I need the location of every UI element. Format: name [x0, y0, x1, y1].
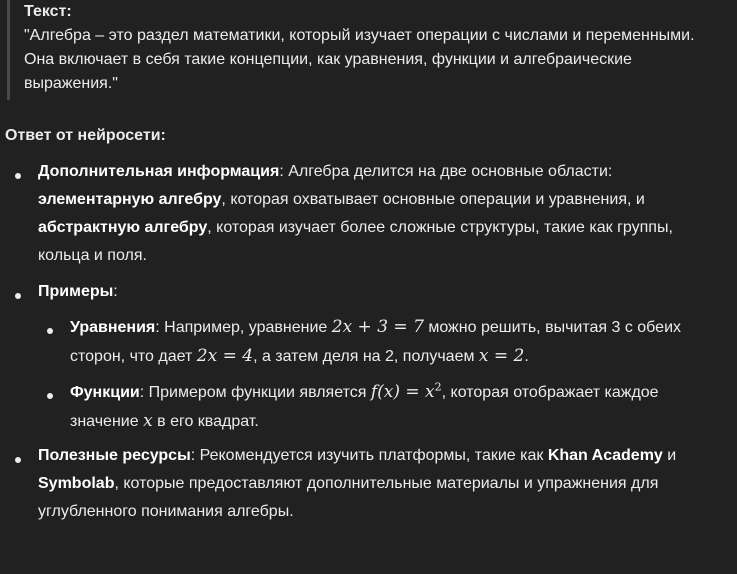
bullet-icon: [47, 393, 53, 399]
bold-term: Symbolab: [38, 475, 115, 492]
quote-title: Текст:: [24, 3, 72, 20]
bold-term: Khan Academy: [547, 447, 663, 464]
list-item-text: Полезные ресурсы: Рекомендуется изучить платформы, такие как Khan Academy и Symbolab, которые предоставляют дополнительные материалы и упражнения для углубленного понимания алгебры.: [38, 447, 677, 520]
math-formula: 2x = 4: [196, 346, 254, 366]
blockquote-bar: [7, 0, 10, 100]
item-label: Примеры: [38, 283, 114, 300]
answer-heading: Ответ от нейросети:: [5, 127, 166, 144]
list-item-text: Функции: Примером функции является $f(x) = x^2$, которая отображает каждое значение x в его квадрат.: [70, 380, 659, 431]
list-item-text: Уравнения: Например, уравнение 2x + 3 = 7 можно решить, вычитая 3 с обеих сторон, что дает 2x = 4, а затем деля на 2, получаем x = 2.: [70, 317, 681, 366]
bullet-icon: [15, 173, 21, 179]
item-label: Функции: [70, 384, 140, 401]
bold-term: абстрактную алгебру: [38, 219, 208, 236]
math-formula: 2x + 3 = 7: [331, 317, 424, 337]
bullet-icon: [15, 457, 21, 463]
list-item-text: Примеры:: [38, 283, 118, 300]
math-formula: $f(x) = x^2$: [370, 380, 442, 402]
quote-text: "Алгебра – это раздел математики, который изучает операции с числами и переменными. Она включает в себя такие концепции, как уравнения, функции и алгебраические выражения.": [24, 27, 695, 92]
list-item-text: Дополнительная информация: Алгебра делится на две основные области: элементарную алгебру, которая охватывает основные операции и уравнения, и абстрактную алгебру, которая изучает более сложные структуры, такие как группы, кольца и поля.: [38, 163, 673, 264]
item-label: Дополнительная информация: [38, 163, 280, 180]
bold-term: элементарную алгебру: [38, 191, 222, 208]
bullet-icon: [47, 328, 53, 334]
math-formula: x: [143, 411, 153, 431]
math-formula: x = 2: [478, 346, 525, 366]
bullet-icon: [15, 293, 21, 299]
item-label: Полезные ресурсы: [38, 447, 191, 464]
quoted-text-block: [0, 0, 737, 100]
item-label: Уравнения: [70, 319, 156, 336]
